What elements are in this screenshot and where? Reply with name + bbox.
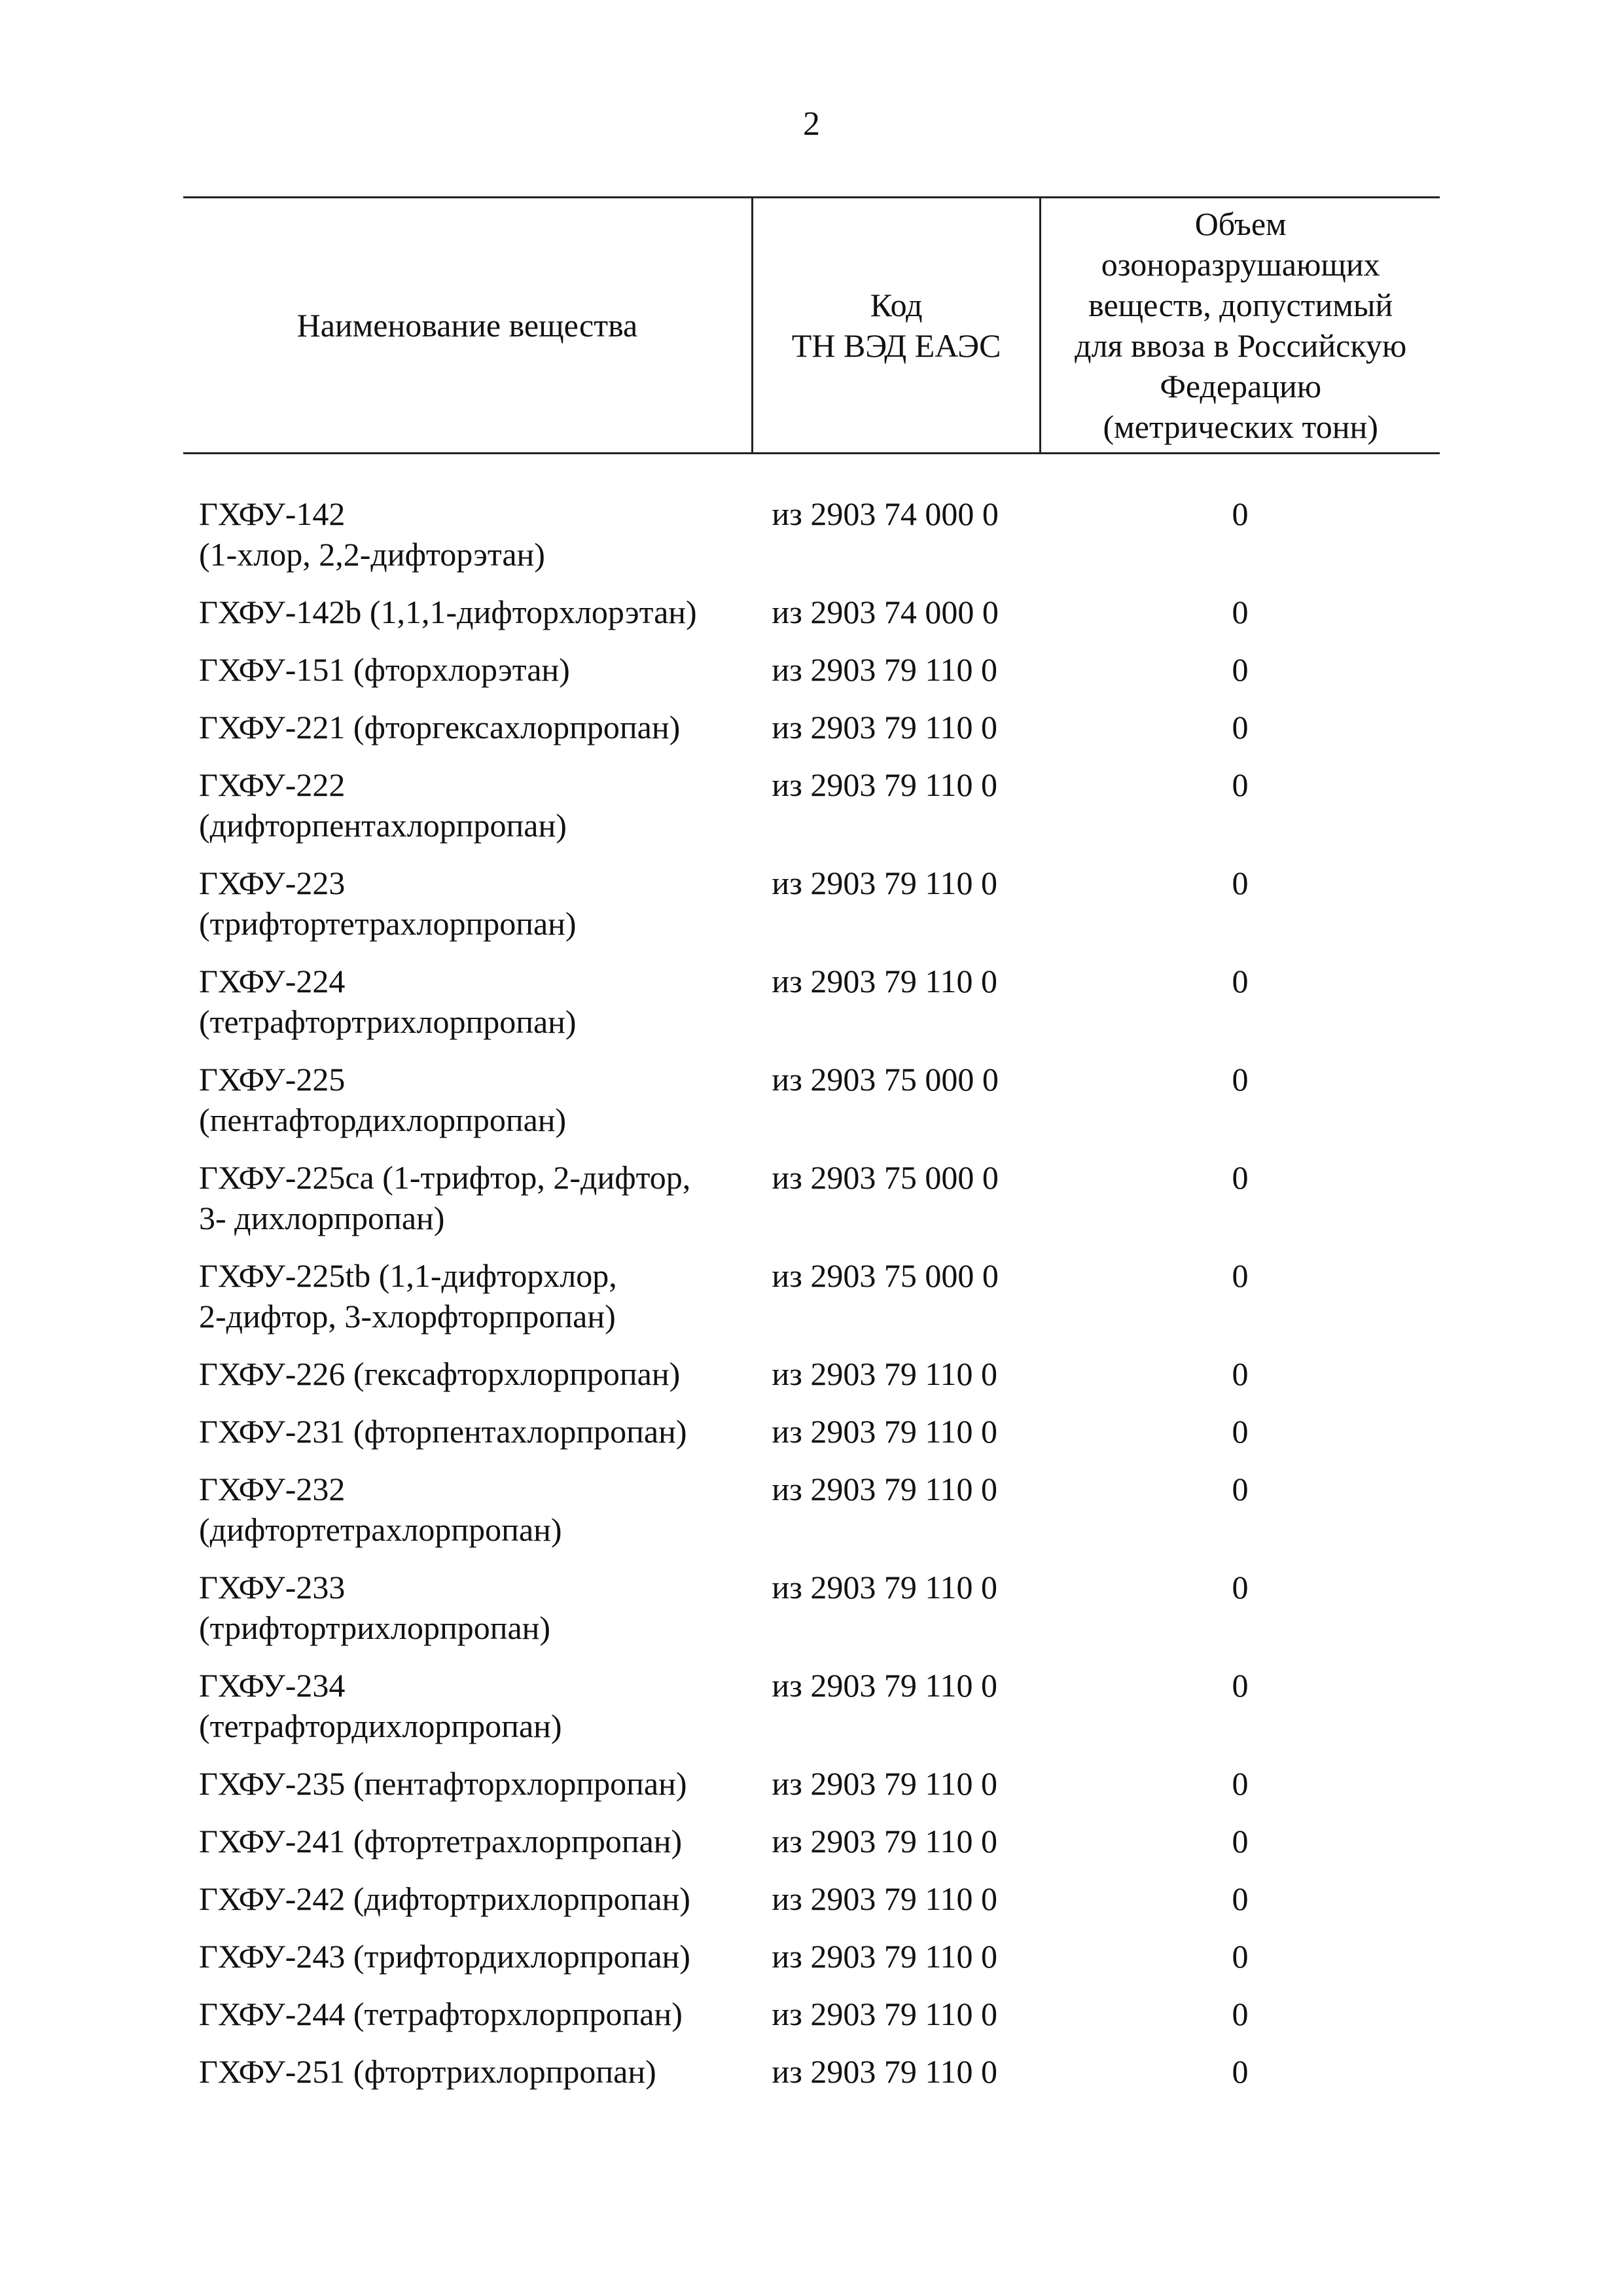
tn-ved-code-cell: из 2903 74 000 0 <box>772 594 999 630</box>
substance-name-cell <box>183 707 752 764</box>
import-volume-cell: 0 <box>1232 865 1249 901</box>
table-row <box>183 961 1440 1059</box>
substance-name-cell <box>183 1059 752 1157</box>
substance-name-cell <box>183 1157 752 1255</box>
tn-ved-code-cell: из 2903 79 110 0 <box>772 651 998 688</box>
table-row <box>183 2051 1440 2109</box>
tn-ved-code-cell: из 2903 79 110 0 <box>772 766 998 803</box>
substance-name-line: ГХФУ-222 <box>199 766 346 803</box>
substance-name-cell <box>183 764 752 863</box>
substance-name-line: ГХФУ-221 (фторгексахлорпропан) <box>199 709 681 745</box>
table-row <box>183 1469 1440 1567</box>
substance-name-line: (тетрафтордихлорпропан) <box>199 1708 562 1744</box>
substance-name-line: ГХФУ-224 <box>199 963 346 999</box>
substance-name-cell <box>183 2051 752 2109</box>
table-row <box>183 649 1440 707</box>
substance-name-cell <box>183 592 752 649</box>
substance-name-cell <box>183 1821 752 1878</box>
tn-ved-code-cell: из 2903 75 000 0 <box>772 1061 999 1098</box>
table-row <box>183 1059 1440 1157</box>
table-row <box>183 707 1440 764</box>
table-body <box>183 454 1440 2109</box>
tn-ved-code-cell: из 2903 79 110 0 <box>772 1823 998 1859</box>
substance-name-line: ГХФУ-225 <box>199 1061 346 1098</box>
substance-name-line: ГХФУ-243 (трифтордихлорпропан) <box>199 1938 690 1975</box>
substance-name-cell <box>183 1255 752 1354</box>
import-volume-cell: 0 <box>1232 1471 1249 1507</box>
substance-name-line: ГХФУ-241 (фтортетрахлорпропан) <box>199 1823 683 1859</box>
tn-ved-code-cell: из 2903 79 110 0 <box>772 865 998 901</box>
table-row <box>183 1665 1440 1763</box>
header-volume-line: веществ, допустимый <box>1088 287 1393 323</box>
substance-name-line: ГХФУ-251 (фтортрихлорпропан) <box>199 2053 656 2090</box>
import-volume-cell: 0 <box>1232 1355 1249 1392</box>
substance-name-line: (дифторпентахлорпропан) <box>199 807 567 844</box>
header-code-line: ТН ВЭД ЕАЭС <box>791 327 1001 364</box>
substance-name-line: ГХФУ-232 <box>199 1471 346 1507</box>
substance-name-cell <box>183 649 752 707</box>
table-row <box>183 1994 1440 2051</box>
substance-name-line: ГХФУ-242 (дифтортрихлорпропан) <box>199 1880 690 1917</box>
tn-ved-code-cell: из 2903 79 110 0 <box>772 1765 998 1802</box>
table-row <box>183 1821 1440 1878</box>
import-volume-cell: 0 <box>1232 594 1249 630</box>
substances-table <box>183 196 1440 2109</box>
tn-ved-code-cell: из 2903 79 110 0 <box>772 709 998 745</box>
substance-name-cell <box>183 1354 752 1411</box>
tn-ved-code-cell: из 2903 75 000 0 <box>772 1257 999 1294</box>
table-row <box>183 493 1440 592</box>
table-row <box>183 1567 1440 1665</box>
header-volume <box>1041 198 1440 454</box>
import-volume-cell: 0 <box>1232 709 1249 745</box>
substance-name-line: ГХФУ-235 (пентафторхлорпропан) <box>199 1765 687 1802</box>
header-volume-line: Объем <box>1194 206 1287 242</box>
tn-ved-code-cell: из 2903 79 110 0 <box>772 1996 998 2032</box>
table-row <box>183 863 1440 961</box>
substance-name-cell <box>183 1936 752 1994</box>
import-volume-cell: 0 <box>1232 495 1249 532</box>
table-row <box>183 1354 1440 1411</box>
substance-name-cell <box>183 1878 752 1936</box>
tn-ved-code-cell: из 2903 79 110 0 <box>772 963 998 999</box>
header-substance-name: Наименование вещества <box>183 198 752 454</box>
header-volume-line: (метрических тонн) <box>1103 408 1378 445</box>
import-volume-cell: 0 <box>1232 1938 1249 1975</box>
import-volume-cell: 0 <box>1232 2053 1249 2090</box>
substance-name-line: ГХФУ-244 (тетрафторхлорпропан) <box>199 1996 683 2032</box>
substance-name-line: ГХФУ-142b (1,1,1-дифторхлорэтан) <box>199 594 697 630</box>
substance-name-line: (1-хлор, 2,2-дифторэтан) <box>199 536 545 573</box>
substance-name-cell <box>183 1567 752 1665</box>
tn-ved-code-cell: из 2903 79 110 0 <box>772 1413 998 1450</box>
substance-name-cell <box>183 961 752 1059</box>
table-row <box>183 592 1440 649</box>
tn-ved-code-cell: из 2903 79 110 0 <box>772 1880 998 1917</box>
substance-name-line: ГХФУ-225tb (1,1-дифторхлор, <box>199 1257 617 1294</box>
substance-name-line: ГХФУ-226 (гексафторхлорпропан) <box>199 1355 681 1392</box>
substance-name-line: (трифтортетрахлорпропан) <box>199 905 577 942</box>
table-row <box>183 764 1440 863</box>
table-row <box>183 1763 1440 1821</box>
tn-ved-code-cell: из 2903 79 110 0 <box>772 2053 998 2090</box>
table-row <box>183 1878 1440 1936</box>
substance-name-line: ГХФУ-231 (фторпентахлорпропан) <box>199 1413 687 1450</box>
substance-name-line: ГХФУ-151 (фторхлорэтан) <box>199 651 570 688</box>
substance-name-line: ГХФУ-234 <box>199 1667 346 1704</box>
table-row <box>183 1157 1440 1255</box>
substance-name-cell <box>183 1763 752 1821</box>
substance-name-line: (пентафтордихлорпропан) <box>199 1102 567 1138</box>
import-volume-cell: 0 <box>1232 1823 1249 1859</box>
import-volume-cell: 0 <box>1232 1413 1249 1450</box>
tn-ved-code-cell: из 2903 79 110 0 <box>772 1938 998 1975</box>
substance-name-line: ГХФУ-142 <box>199 495 346 532</box>
substance-name-line: ГХФУ-225ca (1-трифтор, 2-дифтор, <box>199 1159 691 1196</box>
header-volume-line: Федерацию <box>1160 368 1322 404</box>
import-volume-cell: 0 <box>1232 766 1249 803</box>
import-volume-cell: 0 <box>1232 651 1249 688</box>
table-header <box>183 198 1440 454</box>
header-row <box>183 198 1440 454</box>
header-code-line: Код <box>870 287 923 323</box>
substance-name-cell <box>183 1994 752 2051</box>
tn-ved-code-cell: из 2903 75 000 0 <box>772 1159 999 1196</box>
tn-ved-code-cell: из 2903 74 000 0 <box>772 495 999 532</box>
substance-name-cell <box>183 863 752 961</box>
substance-name-line: 2-дифтор, 3-хлорфторпропан) <box>199 1298 616 1335</box>
substance-name-cell <box>183 493 752 592</box>
substance-name-line: (дифтортетрахлорпропан) <box>199 1511 562 1548</box>
tn-ved-code-cell: из 2903 79 110 0 <box>772 1667 998 1704</box>
tn-ved-code-cell: из 2903 79 110 0 <box>772 1355 998 1392</box>
import-volume-cell: 0 <box>1232 1667 1249 1704</box>
tn-ved-code-cell: из 2903 79 110 0 <box>772 1471 998 1507</box>
import-volume-cell: 0 <box>1232 1159 1249 1196</box>
substance-name-line: 3- дихлорпропан) <box>199 1200 445 1236</box>
import-volume-cell: 0 <box>1232 1061 1249 1098</box>
import-volume-cell: 0 <box>1232 1257 1249 1294</box>
substance-name-line: ГХФУ-233 <box>199 1569 346 1605</box>
tn-ved-code-cell: из 2903 79 110 0 <box>772 1569 998 1605</box>
substance-name-line: ГХФУ-223 <box>199 865 346 901</box>
import-volume-cell: 0 <box>1232 1569 1249 1605</box>
page-number: 2 <box>803 105 820 143</box>
table-row <box>183 1255 1440 1354</box>
substance-name-cell <box>183 1469 752 1567</box>
substance-name-cell <box>183 1411 752 1469</box>
header-volume-line: для ввоза в Российскую <box>1075 327 1407 364</box>
substance-name-line: (тетрафтортрихлорпропан) <box>199 1003 577 1040</box>
substance-name-cell <box>183 1665 752 1763</box>
table-row <box>183 1411 1440 1469</box>
header-volume-line: озоноразрушающих <box>1101 246 1380 283</box>
import-volume-cell: 0 <box>1232 1765 1249 1802</box>
table-spacer <box>183 454 1440 494</box>
import-volume-cell: 0 <box>1232 963 1249 999</box>
import-volume-cell: 0 <box>1232 1880 1249 1917</box>
table-row <box>183 1936 1440 1994</box>
substance-name-line: (трифтортрихлорпропан) <box>199 1609 551 1646</box>
header-code <box>752 198 1041 454</box>
import-volume-cell: 0 <box>1232 1996 1249 2032</box>
